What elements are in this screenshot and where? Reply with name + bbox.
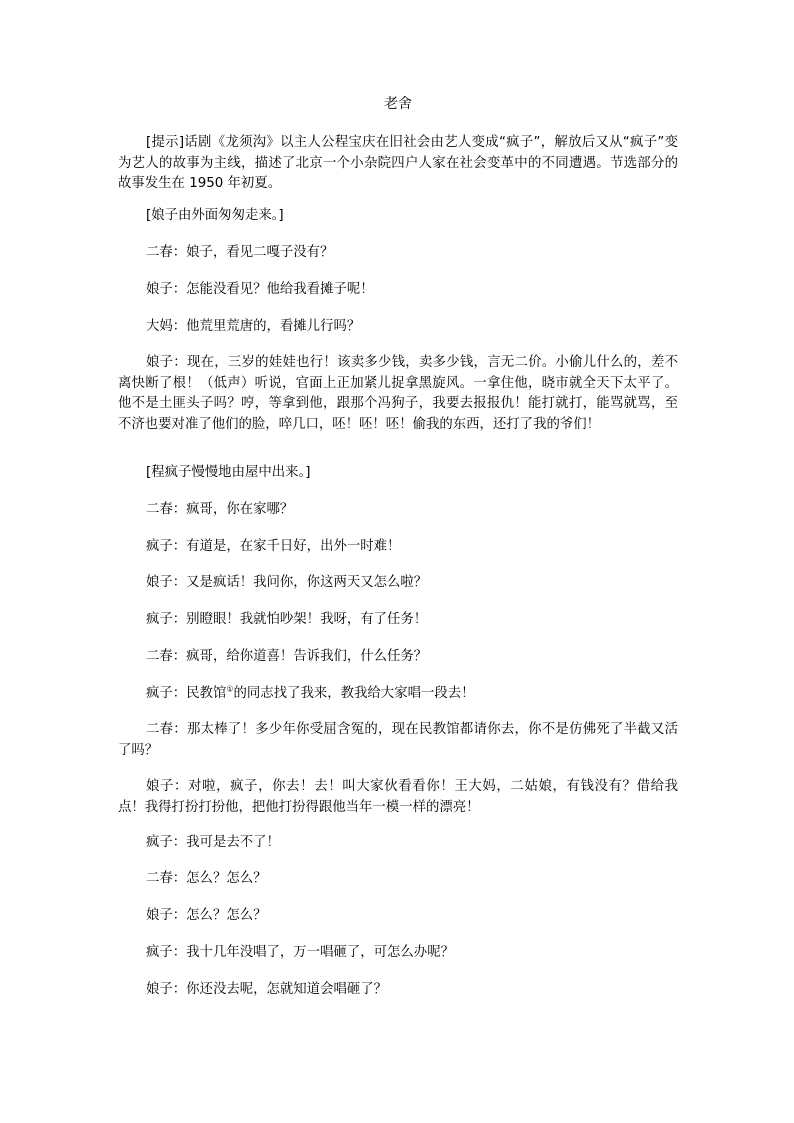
dialogue-line: 大妈：他荒里荒唐的，看摊儿行吗？ (146, 319, 361, 334)
dialogue-line: 二春：疯哥，给你道喜！告诉我们，什么任务？ (146, 649, 428, 664)
page-title: 老舍 (384, 96, 412, 112)
dialogue-line: 娘子：怎么？怎么？ (146, 908, 267, 923)
dialogue-line: 二春：疯哥，你在家哪？ (146, 502, 294, 517)
dialogue-line: 娘子：又是疯话！我问你，你这两天又怎么啦？ (146, 575, 428, 590)
stage-direction: [娘子由外面匆匆走来。] (146, 208, 284, 223)
dialogue-line: 娘子：对啦，疯子，你去！去！叫大家伙看看你！王大妈，二姑娘，有钱没有？借给我点！我得打扮打扮他，把他打扮得跟他当年一模一样的漂亮！ (118, 779, 678, 815)
dialogue-text: 的同志找了我来，教我给大家唱一段去！ (233, 686, 475, 701)
dialogue-line: 二春：那太棒了！多少年你受屈含冤的，现在民教馆都请你去，你不是仿佛死了半截又活了吗？ (118, 722, 678, 758)
footnote-marker: ① (226, 684, 234, 694)
dialogue-line: 娘子：你还没去呢，怎就知道会唱砸了？ (146, 982, 388, 997)
dialogue-line: 娘子：怎能没看见？他给我看摊子呢！ (146, 282, 374, 297)
intro-paragraph: [提示]话剧《龙须沟》以主人公程宝庆在旧社会由艺人变成“疯子”，解放后又从“疯子”变为艺人的故事为主线，描述了北京一个小杂院四户人家在社会变革中的不同遭遇。节选部分的故事发生在 1950 年初夏。 (118, 135, 678, 191)
dialogue-line: 疯子：我可是去不了！ (146, 835, 280, 850)
dialogue-line (118, 684, 678, 705)
stage-direction: [程疯子慢慢地由屋中出来。] (146, 465, 311, 480)
dialogue-line: 娘子：现在，三岁的娃娃也行！该卖多少钱，卖多少钱，言无二价。小偷儿什么的，差不离快断了根！（低声）听说，官面上正加紧儿捉拿黑旋风。一拿住他，晓市就全天下太平了。他不是土匪头子吗？哼，等拿到他，跟那个冯狗子，我要去报报仇！能打就打，能骂就骂，至不济也要对准了他们的脸，啐几口，呸！呸！呸！偷我的东西，还打了我的爷们！ (118, 355, 678, 432)
dialogue-line: 二春：怎么？怎么？ (146, 871, 267, 886)
dialogue-line: 疯子：有道是，在家千日好，出外一时难！ (146, 539, 401, 554)
dialogue-line: 疯子：我十几年没唱了，万一唱砸了，可怎么办呢？ (146, 945, 454, 960)
dialogue-text: 疯子：民教馆 (146, 686, 227, 701)
dialogue-line: 二春：娘子，看见二嘎子没有？ (146, 245, 334, 260)
dialogue-line: 疯子：别瞪眼！我就怕吵架！我呀，有了任务！ (146, 612, 428, 627)
